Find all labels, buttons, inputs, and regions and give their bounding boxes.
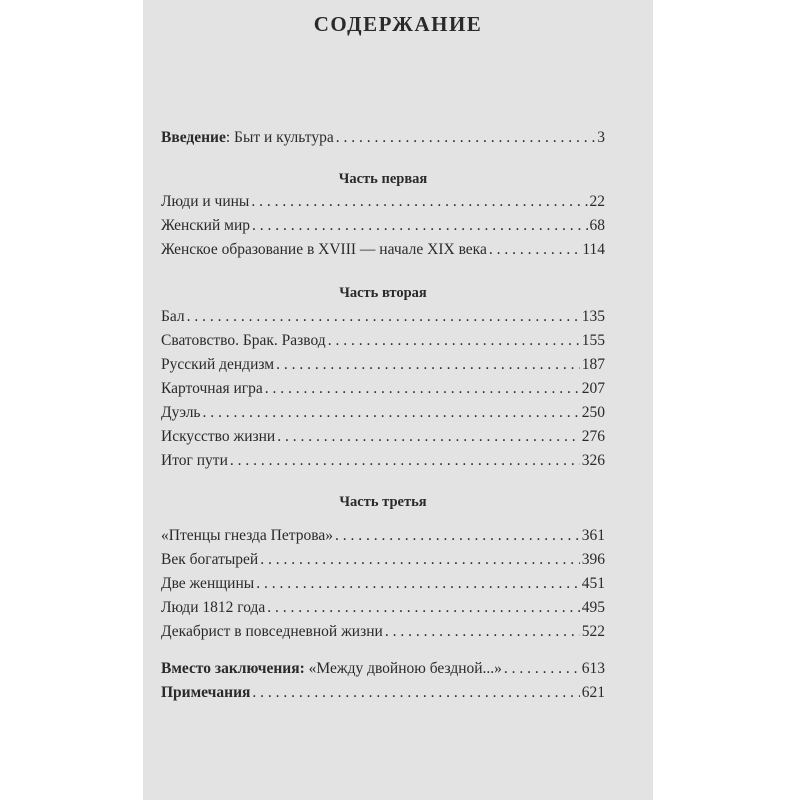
toc-entry: Две женщины . . . 451 [161,574,605,593]
leader-dots [260,550,580,569]
toc-entry: Женское образование в XVIII — начале XIX века . . . 114 [161,240,605,259]
leader-dots [203,403,580,422]
toc-entry: Декабрист в повседневной жизни . . . 522 [161,622,605,641]
toc-entry: Век богатырей . . . 396 [161,550,605,569]
page-number: 396 [581,551,605,568]
page-number: 250 [581,404,605,421]
leader-dots [504,659,580,678]
table-of-contents [161,0,605,800]
notes-label: Примечания [161,684,251,701]
toc-entry: Дуэль . . . 250 [161,403,605,422]
toc-entry: Карточная игра . . . 207 [161,379,605,398]
page-number: 22 [589,193,605,210]
leader-dots [335,526,580,545]
page-number: 522 [581,623,605,640]
toc-entry: Люди и чины . . . 22 [161,192,605,211]
leader-dots [276,355,580,374]
leader-dots [252,683,579,702]
part-title-2: Часть вторая [339,285,427,301]
page-number: 207 [581,380,605,397]
leader-dots [328,331,580,350]
conclusion-label: Вместо заключения: [161,660,305,677]
toc-entry: Русский дендизм . . . 187 [161,355,605,374]
toc-entry-conclusion [161,659,605,678]
page-number: 3 [597,129,605,146]
leader-dots [489,240,580,259]
part-title-1: Часть первая [338,171,428,187]
toc-entry: Искусство жизни . . . 276 [161,427,605,446]
toc-entry: Люди 1812 года . . . 495 [161,598,605,617]
conclusion-title: «Между двойною бездной...» [304,660,502,677]
page-number: 68 [589,217,605,234]
page-number: 495 [581,599,605,616]
page-number: 451 [581,575,605,592]
leader-dots [267,598,579,617]
leader-dots [256,574,580,593]
page-number: 361 [581,527,605,544]
toc-entry: «Птенцы гнезда Петрова» . . . 361 [161,526,605,545]
page-number: 187 [581,356,605,373]
page-number: 276 [581,428,605,445]
leader-dots [252,216,587,235]
page-number: 155 [581,332,605,349]
page-number: 135 [581,308,605,325]
leader-dots [277,427,580,446]
leader-dots [230,451,580,470]
leader-dots [385,622,580,641]
page-number: 613 [581,660,605,677]
leader-dots [251,192,587,211]
leader-dots [187,307,580,326]
intro-title: : Быт и культура [225,129,334,146]
page-number: 326 [581,452,605,469]
page-heading: СОДЕРЖАНИЕ [313,12,483,36]
toc-entry-notes [161,683,605,702]
leader-dots [265,379,580,398]
leader-dots [336,128,596,147]
toc-entry: Итог пути . . . 326 [161,451,605,470]
toc-entry-intro [161,128,605,147]
part-title-3: Часть третья [339,494,427,510]
toc-entry: Женский мир . . . 68 [161,216,605,235]
page-number: 621 [581,684,605,701]
intro-label: Введение [161,129,226,146]
toc-entry: Сватовство. Брак. Развод . . . 155 [161,331,605,350]
book-page [143,0,653,800]
toc-entry: Бал . . . 135 [161,307,605,326]
page-number: 114 [582,241,605,258]
